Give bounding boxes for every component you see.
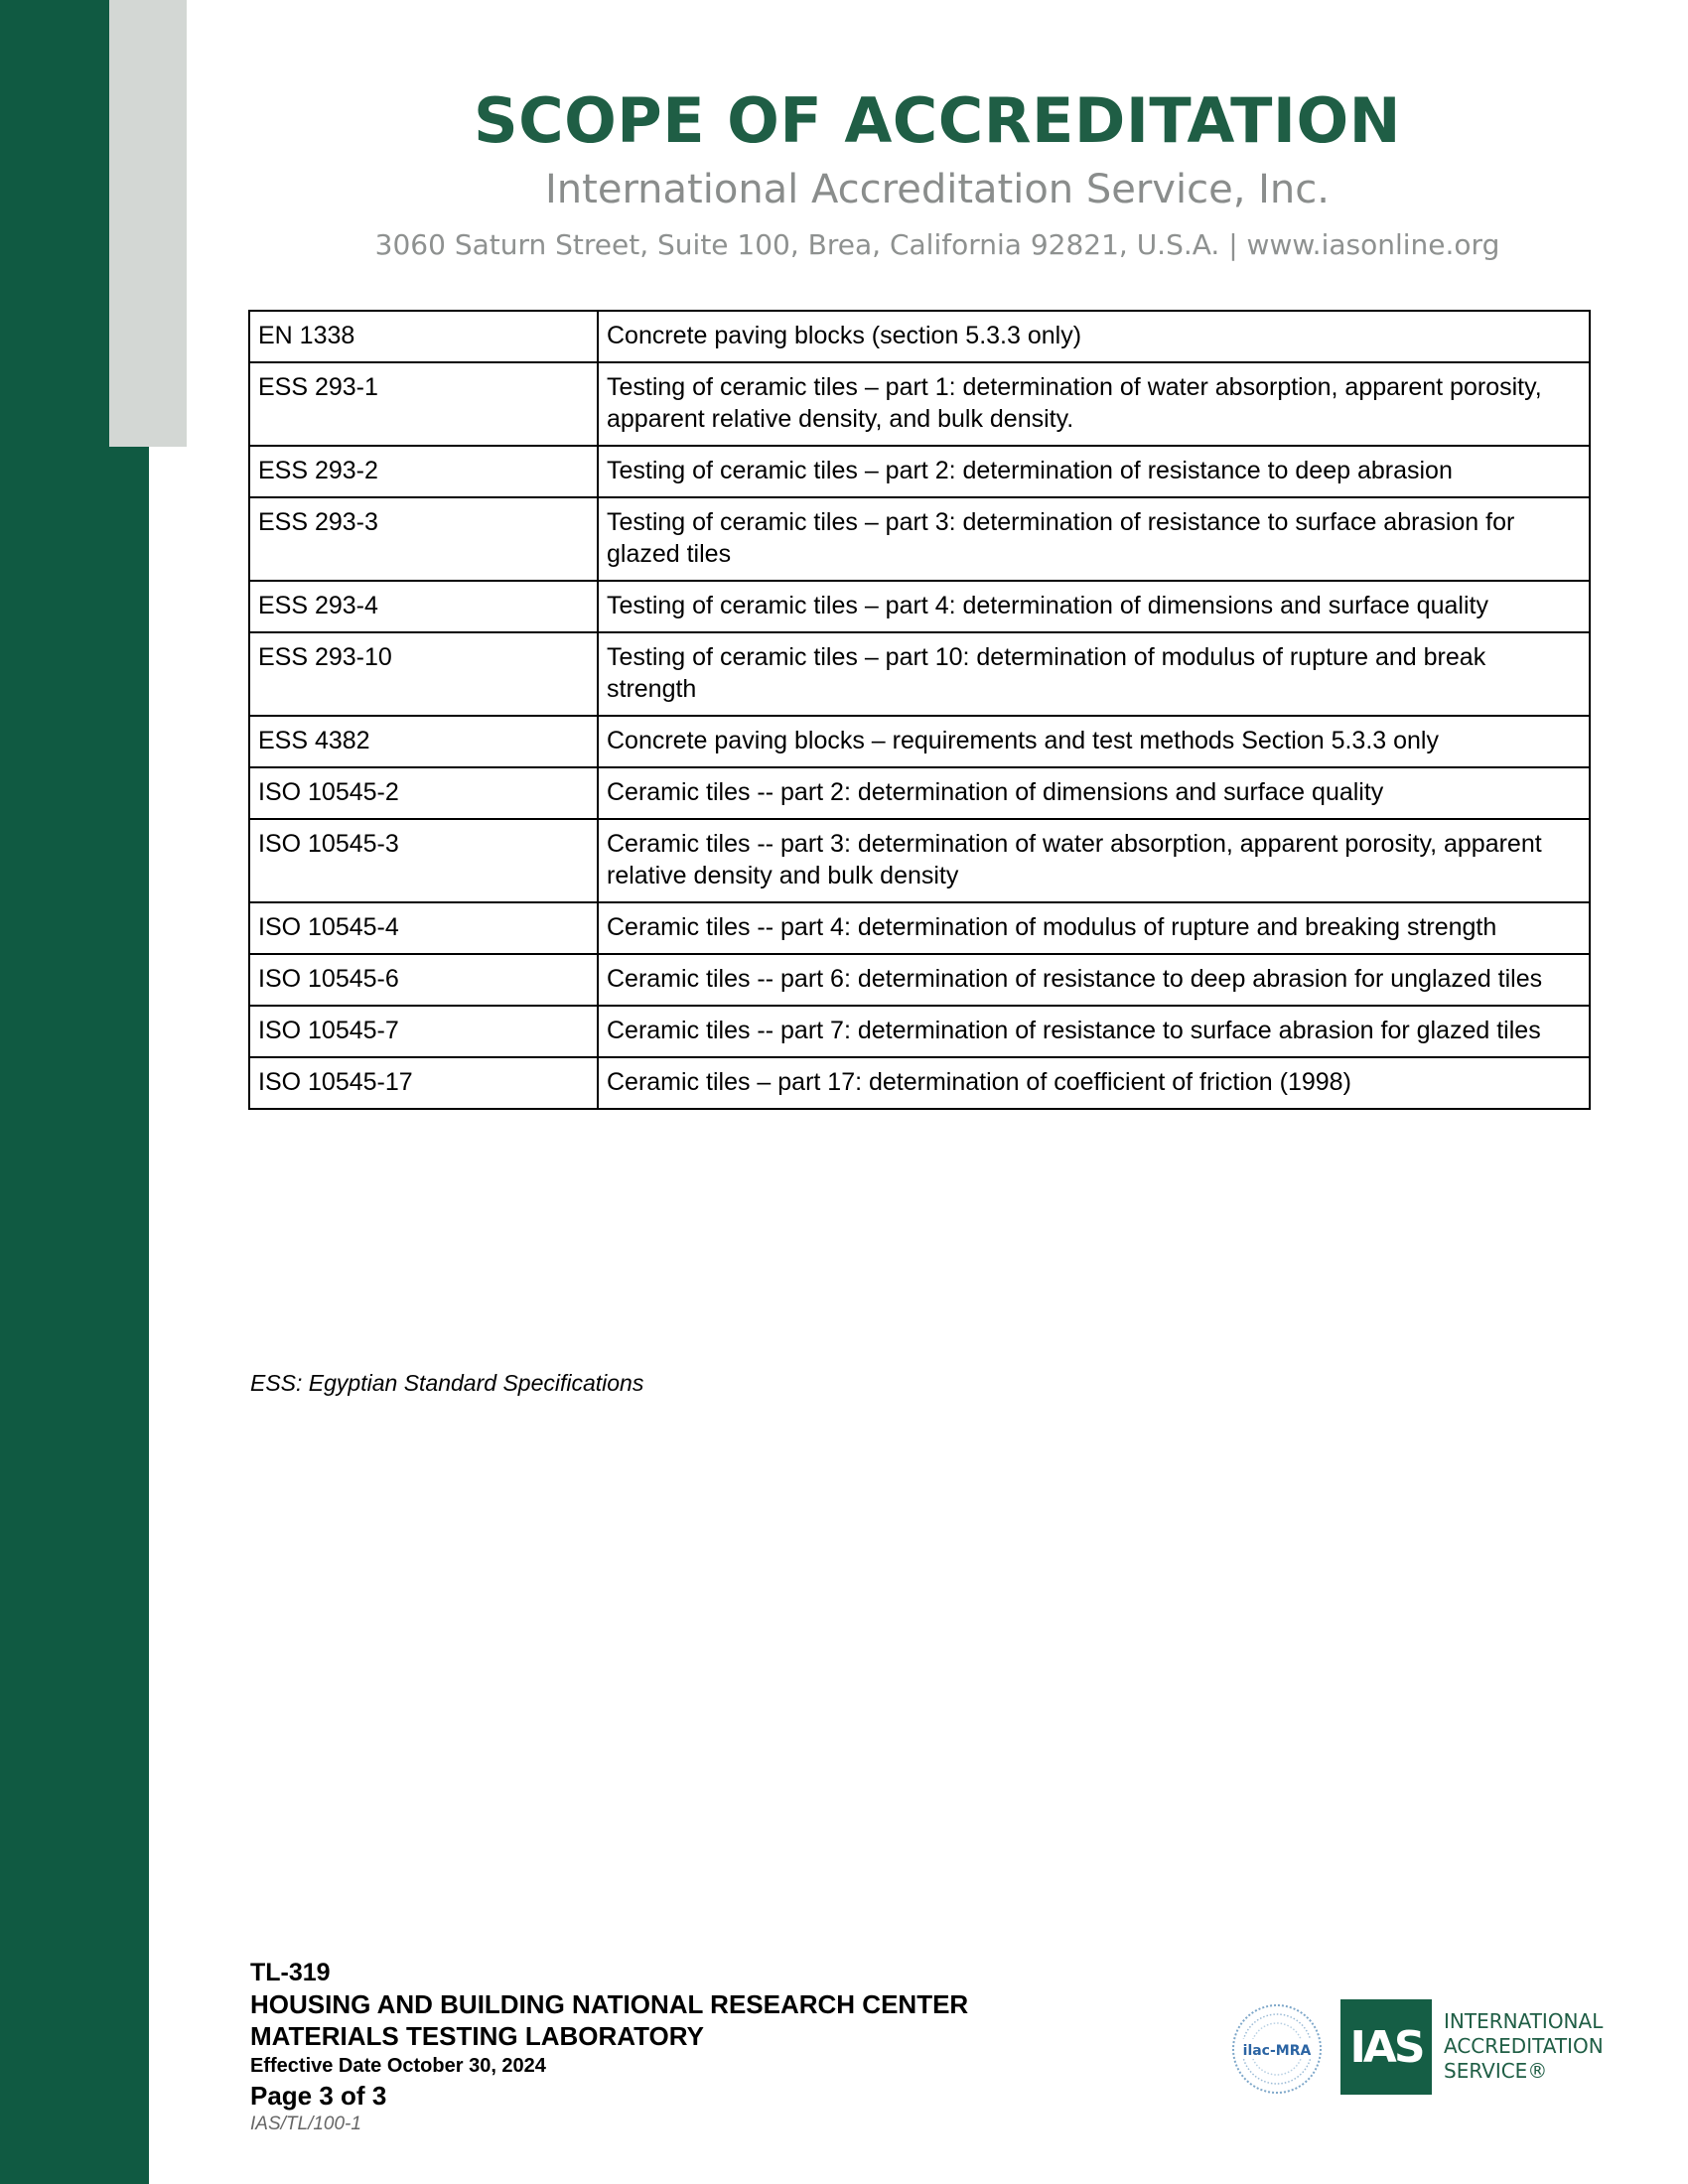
standard-code-cell: ISO 10545-2 xyxy=(249,767,598,819)
standard-description-cell: Testing of ceramic tiles – part 1: determination of water absorption, apparent porosity, apparent relative density, and bulk density. xyxy=(598,362,1590,446)
effective-date: Effective Date October 30, 2024 xyxy=(250,2055,546,2077)
standard-code-cell: ISO 10545-3 xyxy=(249,819,598,902)
table-row xyxy=(249,819,1590,902)
standard-description-cell: Testing of ceramic tiles – part 3: determination of resistance to surface abrasion for glazed tiles xyxy=(598,497,1590,581)
standard-description-cell: Testing of ceramic tiles – part 10: determination of modulus of rupture and break strength xyxy=(598,632,1590,716)
standard-code-cell: ISO 10545-7 xyxy=(249,1006,598,1057)
standard-description-cell: Ceramic tiles -- part 6: determination of resistance to deep abrasion for unglazed tiles xyxy=(598,954,1590,1006)
ias-logo-line-1: INTERNATIONAL xyxy=(1444,2009,1604,2033)
table-row xyxy=(249,1057,1590,1109)
standard-code-cell: ISO 10545-6 xyxy=(249,954,598,1006)
standard-description-cell: Testing of ceramic tiles – part 2: determination of resistance to deep abrasion xyxy=(598,446,1590,497)
table-row xyxy=(249,716,1590,767)
form-code: IAS/TL/100-1 xyxy=(250,2114,361,2134)
footnote: ESS: Egyptian Standard Specifications xyxy=(250,1370,644,1396)
standard-description-cell: Ceramic tiles -- part 4: determination of modulus of rupture and breaking strength xyxy=(598,902,1590,954)
ilac-logo-text: ilac-MRA xyxy=(1242,2043,1312,2059)
table-row xyxy=(249,632,1590,716)
scope-table xyxy=(248,310,1591,1110)
page-footer xyxy=(250,1958,968,2137)
table-row xyxy=(249,311,1590,362)
table-row xyxy=(249,954,1590,1006)
ias-logo-mark: IAS xyxy=(1340,1999,1432,2095)
standard-description-cell: Ceramic tiles -- part 7: determination of resistance to surface abrasion for glazed tiles xyxy=(598,1006,1590,1057)
standard-description-cell: Ceramic tiles -- part 2: determination of dimensions and surface quality xyxy=(598,767,1590,819)
standard-description-cell: Concrete paving blocks – requirements and test methods Section 5.3.3 only xyxy=(598,716,1590,767)
organization-line-2: MATERIALS TESTING LABORATORY xyxy=(250,2021,704,2051)
table-row xyxy=(249,581,1590,632)
page-number: Page 3 of 3 xyxy=(250,2081,387,2111)
standard-code-cell: ESS 4382 xyxy=(249,716,598,767)
standard-code-cell: ESS 293-2 xyxy=(249,446,598,497)
certificate-id: TL-319 xyxy=(250,1959,331,1986)
table-row xyxy=(249,1006,1590,1057)
table-row xyxy=(249,497,1590,581)
page-title: SCOPE OF ACCREDITATION xyxy=(473,84,1402,157)
organization-line-1: HOUSING AND BUILDING NATIONAL RESEARCH CENTER xyxy=(250,1989,969,2019)
ias-logo-text xyxy=(1444,2009,1603,2084)
standard-code-cell: ISO 10545-17 xyxy=(249,1057,598,1109)
standard-code-cell: ESS 293-10 xyxy=(249,632,598,716)
standard-description-cell: Ceramic tiles – part 17: determination of coefficient of friction (1998) xyxy=(598,1057,1590,1109)
standard-description-cell: Ceramic tiles -- part 3: determination of water absorption, apparent porosity, apparent relative density and bulk density xyxy=(598,819,1590,902)
table-row xyxy=(249,767,1590,819)
page-header xyxy=(187,84,1688,261)
standard-description-cell: Testing of ceramic tiles – part 4: determination of dimensions and surface quality xyxy=(598,581,1590,632)
organization-address: 3060 Saturn Street, Suite 100, Brea, California 92821, U.S.A. | www.iasonline.org xyxy=(374,228,1500,261)
ias-logo-line-3: SERVICE® xyxy=(1444,2059,1548,2083)
standard-description-cell: Concrete paving blocks (section 5.3.3 only) xyxy=(598,311,1590,362)
ilac-mra-logo xyxy=(1231,2003,1323,2095)
ias-logo-line-2: ACCREDITATION xyxy=(1444,2034,1604,2058)
standard-code-cell: ESS 293-1 xyxy=(249,362,598,446)
table-row xyxy=(249,446,1590,497)
organization-name: International Accreditation Service, Inc. xyxy=(545,167,1330,212)
standard-code-cell: ISO 10545-4 xyxy=(249,902,598,954)
table-row xyxy=(249,362,1590,446)
standard-code-cell: ESS 293-3 xyxy=(249,497,598,581)
table-row xyxy=(249,902,1590,954)
left-grey-band xyxy=(109,0,187,447)
standard-code-cell: EN 1338 xyxy=(249,311,598,362)
standard-code-cell: ESS 293-4 xyxy=(249,581,598,632)
